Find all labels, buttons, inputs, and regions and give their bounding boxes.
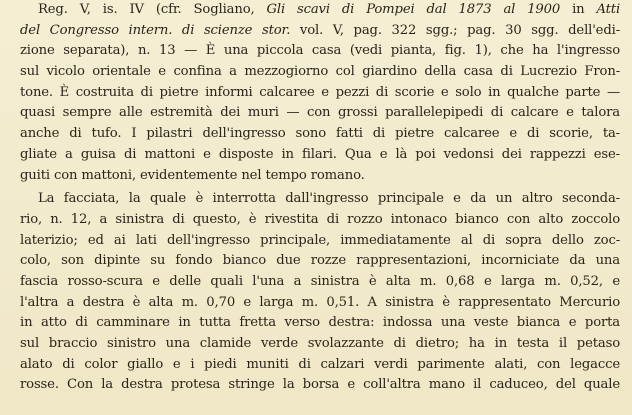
p1-line-6: quasi sempre alle estremità dei muri — con grossi parallelepipedi di calcare e talora bbox=[20, 105, 620, 121]
p1-line-7: anche di tufo. I pilastri dell'ingresso sono fatti di pietre calcaree e di scorie, ta- bbox=[20, 126, 620, 142]
p1-italic-congresso: del Congresso intern. di scienze stor. bbox=[20, 22, 291, 38]
p2-line-7: in atto di camminare in tutta fretta verso destra: indossa una veste bianca e porta bbox=[20, 315, 620, 331]
p1-line-5: tone. È costruita di pietre informi calcaree e pezzi di scorie e solo in qualche parte — bbox=[20, 84, 620, 100]
p2-line-4: colo, son dipinte su fondo bianco due rozze rappresentazioni, incorniciate da una bbox=[20, 253, 620, 269]
p2-line-5: fascia rosso-scura e delle quali l'una a sinistra è alta m. 0,68 e larga m. 0,52, e bbox=[20, 273, 620, 289]
p1-line-3: zione separata), n. 13 — È una piccola casa (vedi pianta, fig. 1), che ha l'ingresso bbox=[20, 43, 620, 59]
p1-line-2 bbox=[20, 21, 620, 42]
p2-line-9: alato di color giallo e i piedi muniti di calzari verdi parimente alati, con legacce bbox=[20, 356, 620, 372]
p1-italic-title: Gli scavi di Pompei dal 1873 al 1900 bbox=[266, 2, 561, 17]
p2-line-6: l'altra a destra è alta m. 0,70 e larga m. 0,51. A sinistra è rappresentato Mercurio bbox=[20, 294, 620, 310]
p1-line-9: guiti con mattoni, evidentemente nel tempo romano. bbox=[20, 167, 365, 183]
p2-line-10: rosse. Con la destra protesa stringe la borsa e coll'altra mano il caduceo, del quale bbox=[20, 377, 620, 393]
p1-line-4: sul vicolo orientale e confina a mezzogiorno col giardino della casa di Lucrezio Fron- bbox=[20, 64, 620, 80]
p1-line-1 bbox=[20, 0, 620, 21]
p1-line-2-text: vol. V, pag. 322 sgg.; pag. 30 sgg. dell'edi- bbox=[290, 22, 620, 38]
p2-line-3: laterizio; ed ai lati dell'ingresso principale, immediatamente al di sopra dello zoc- bbox=[20, 232, 620, 248]
p1-line-1-in: in bbox=[560, 2, 597, 17]
p1-italic-atti: Atti bbox=[596, 2, 620, 17]
p2-line-8: sul braccio sinistro una clamide verde svolazzante di dietro; ha in testa il petaso bbox=[20, 336, 620, 351]
p2-line-1: La facciata, la quale è interrotta dall'ingresso principale e da un altro seconda- bbox=[38, 191, 620, 207]
p1-line-8: gliate a guisa di mattoni e disposte in filari. Qua e là poi vedonsi dei rappezzi ese- bbox=[20, 146, 620, 162]
p1-line-1-text: Reg. V, is. IV (cfr. Sogliano, bbox=[38, 2, 267, 17]
body-text bbox=[20, 0, 620, 396]
p2-line-2: rio, n. 12, a sinistra di questo, è rivestita di rozzo intonaco bianco con alto zoccolo bbox=[20, 211, 620, 227]
